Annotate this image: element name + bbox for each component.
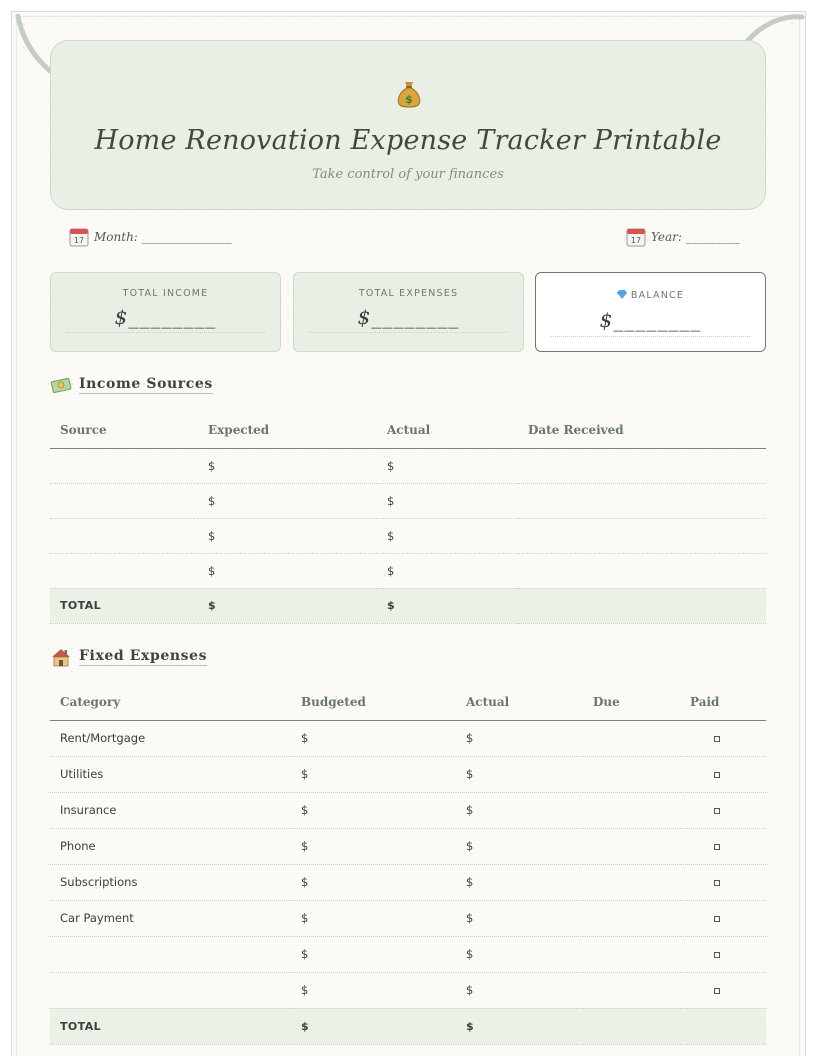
column-header-paid: Paid xyxy=(680,684,766,720)
actual-cell[interactable]: $ xyxy=(377,448,518,483)
paid-cell xyxy=(680,972,766,1008)
actual-cell[interactable]: $ xyxy=(456,756,583,792)
month-field[interactable] xyxy=(69,226,232,248)
paid-checkbox[interactable] xyxy=(714,952,720,958)
category-cell[interactable]: Phone xyxy=(50,828,291,864)
actual-cell[interactable]: $ xyxy=(377,553,518,588)
table-row xyxy=(50,828,766,864)
total-expenses-card xyxy=(293,272,524,352)
column-header-category: Category xyxy=(50,684,291,720)
total-income-value[interactable]: $________ xyxy=(114,305,217,329)
due-cell[interactable] xyxy=(583,900,680,936)
total-label: TOTAL xyxy=(50,588,198,623)
source-cell[interactable] xyxy=(50,553,198,588)
category-cell[interactable]: Subscriptions xyxy=(50,864,291,900)
balance-label-wrap xyxy=(536,290,765,301)
fixed-expenses-table xyxy=(50,684,766,1045)
due-cell[interactable] xyxy=(583,864,680,900)
actual-cell[interactable]: $ xyxy=(456,900,583,936)
actual-cell[interactable]: $ xyxy=(456,720,583,756)
budgeted-cell[interactable]: $ xyxy=(291,900,456,936)
paid-total xyxy=(680,1008,766,1044)
balance-value[interactable]: $________ xyxy=(599,308,702,332)
actual-cell[interactable]: $ xyxy=(456,792,583,828)
table-row xyxy=(50,756,766,792)
actual-cell[interactable]: $ xyxy=(456,864,583,900)
paid-cell xyxy=(680,936,766,972)
paid-checkbox[interactable] xyxy=(714,988,720,994)
due-total xyxy=(583,1008,680,1044)
expected-cell[interactable]: $ xyxy=(198,553,377,588)
paid-checkbox[interactable] xyxy=(714,772,720,778)
budgeted-cell[interactable]: $ xyxy=(291,756,456,792)
budgeted-cell[interactable]: $ xyxy=(291,936,456,972)
category-cell[interactable] xyxy=(50,936,291,972)
table-row xyxy=(50,900,766,936)
income-section-label: Income Sources xyxy=(79,376,213,392)
header-banner xyxy=(50,40,766,210)
balance-card xyxy=(535,272,766,352)
category-cell[interactable]: Rent/Mortgage xyxy=(50,720,291,756)
calendar-icon xyxy=(626,227,646,247)
total-income-card xyxy=(50,272,281,352)
divider xyxy=(66,332,265,333)
due-cell[interactable] xyxy=(583,792,680,828)
paid-checkbox[interactable] xyxy=(714,808,720,814)
budgeted-cell[interactable]: $ xyxy=(291,864,456,900)
money-with-wings-icon xyxy=(50,375,72,395)
budgeted-cell[interactable]: $ xyxy=(291,828,456,864)
column-header-expected: Expected xyxy=(198,412,377,448)
budgeted-cell[interactable]: $ xyxy=(291,720,456,756)
actual-cell[interactable]: $ xyxy=(456,828,583,864)
category-cell[interactable]: Car Payment xyxy=(50,900,291,936)
paid-cell xyxy=(680,792,766,828)
source-cell[interactable] xyxy=(50,448,198,483)
house-icon xyxy=(50,647,72,667)
actual-total[interactable]: $ xyxy=(456,1008,583,1044)
table-row xyxy=(50,792,766,828)
source-cell[interactable] xyxy=(50,483,198,518)
budgeted-cell[interactable]: $ xyxy=(291,792,456,828)
total-expenses-value[interactable]: $________ xyxy=(357,305,460,329)
fixed-section-title xyxy=(50,647,207,667)
due-cell[interactable] xyxy=(583,936,680,972)
table-row xyxy=(50,936,766,972)
date-total xyxy=(518,588,766,623)
column-header-source: Source xyxy=(50,412,198,448)
table-row xyxy=(50,972,766,1008)
paid-cell xyxy=(680,720,766,756)
fixed-section-label: Fixed Expenses xyxy=(79,648,208,664)
date-cell[interactable] xyxy=(518,553,766,588)
table-row xyxy=(50,483,766,518)
table-row xyxy=(50,720,766,756)
income-table xyxy=(50,412,766,624)
paid-cell xyxy=(680,900,766,936)
expected-cell[interactable]: $ xyxy=(198,448,377,483)
table-row xyxy=(50,553,766,588)
balance-label: BALANCE xyxy=(630,290,685,301)
due-cell[interactable] xyxy=(583,828,680,864)
calendar-icon xyxy=(69,227,89,247)
date-cell[interactable] xyxy=(518,448,766,483)
paid-checkbox[interactable] xyxy=(714,880,720,886)
category-cell[interactable] xyxy=(50,972,291,1008)
date-cell[interactable] xyxy=(518,483,766,518)
expected-cell[interactable]: $ xyxy=(198,518,377,553)
due-cell[interactable] xyxy=(583,720,680,756)
year-field[interactable] xyxy=(626,226,740,248)
table-row xyxy=(50,864,766,900)
paid-cell xyxy=(680,864,766,900)
due-cell[interactable] xyxy=(583,756,680,792)
table-row xyxy=(50,518,766,553)
money-bag-icon xyxy=(396,79,422,109)
year-label: Year: _________ xyxy=(651,230,740,244)
svg-text:17: 17 xyxy=(73,236,85,245)
page-subtitle: Take control of your finances xyxy=(312,167,504,182)
income-total-row xyxy=(50,588,766,623)
income-section-title xyxy=(50,375,213,395)
due-cell[interactable] xyxy=(583,972,680,1008)
total-income-label: TOTAL INCOME xyxy=(122,288,209,299)
fixed-total-row xyxy=(50,1008,766,1044)
date-cell[interactable] xyxy=(518,518,766,553)
total-label: TOTAL xyxy=(50,1008,291,1044)
divider xyxy=(551,336,750,337)
budgeted-cell[interactable]: $ xyxy=(291,972,456,1008)
fixed-header-row xyxy=(50,684,766,720)
paid-cell xyxy=(680,756,766,792)
category-cell[interactable]: Utilities xyxy=(50,756,291,792)
svg-text:17: 17 xyxy=(630,236,642,245)
column-header-actual: Actual xyxy=(456,684,583,720)
expected-total[interactable]: $ xyxy=(198,588,377,623)
gem-icon xyxy=(617,290,627,299)
actual-cell[interactable]: $ xyxy=(456,936,583,972)
column-header-budgeted: Budgeted xyxy=(291,684,456,720)
page-title: Home Renovation Expense Tracker Printable xyxy=(94,125,722,156)
actual-cell[interactable]: $ xyxy=(377,483,518,518)
month-label: Month: _______________ xyxy=(94,230,232,244)
column-header-actual: Actual xyxy=(377,412,518,448)
paid-cell xyxy=(680,828,766,864)
table-row xyxy=(50,448,766,483)
svg-text:$: $ xyxy=(405,93,413,106)
column-header-due: Due xyxy=(583,684,680,720)
total-expenses-label: TOTAL EXPENSES xyxy=(358,288,459,299)
paid-checkbox[interactable] xyxy=(714,916,720,922)
actual-cell[interactable]: $ xyxy=(377,518,518,553)
column-header-date-received: Date Received xyxy=(518,412,766,448)
budgeted-total[interactable]: $ xyxy=(291,1008,456,1044)
paid-checkbox[interactable] xyxy=(714,736,720,742)
paid-checkbox[interactable] xyxy=(714,844,720,850)
source-cell[interactable] xyxy=(50,518,198,553)
divider xyxy=(309,332,508,333)
actual-cell[interactable]: $ xyxy=(456,972,583,1008)
expected-cell[interactable]: $ xyxy=(198,483,377,518)
income-header-row xyxy=(50,412,766,448)
category-cell[interactable]: Insurance xyxy=(50,792,291,828)
actual-total[interactable]: $ xyxy=(377,588,518,623)
